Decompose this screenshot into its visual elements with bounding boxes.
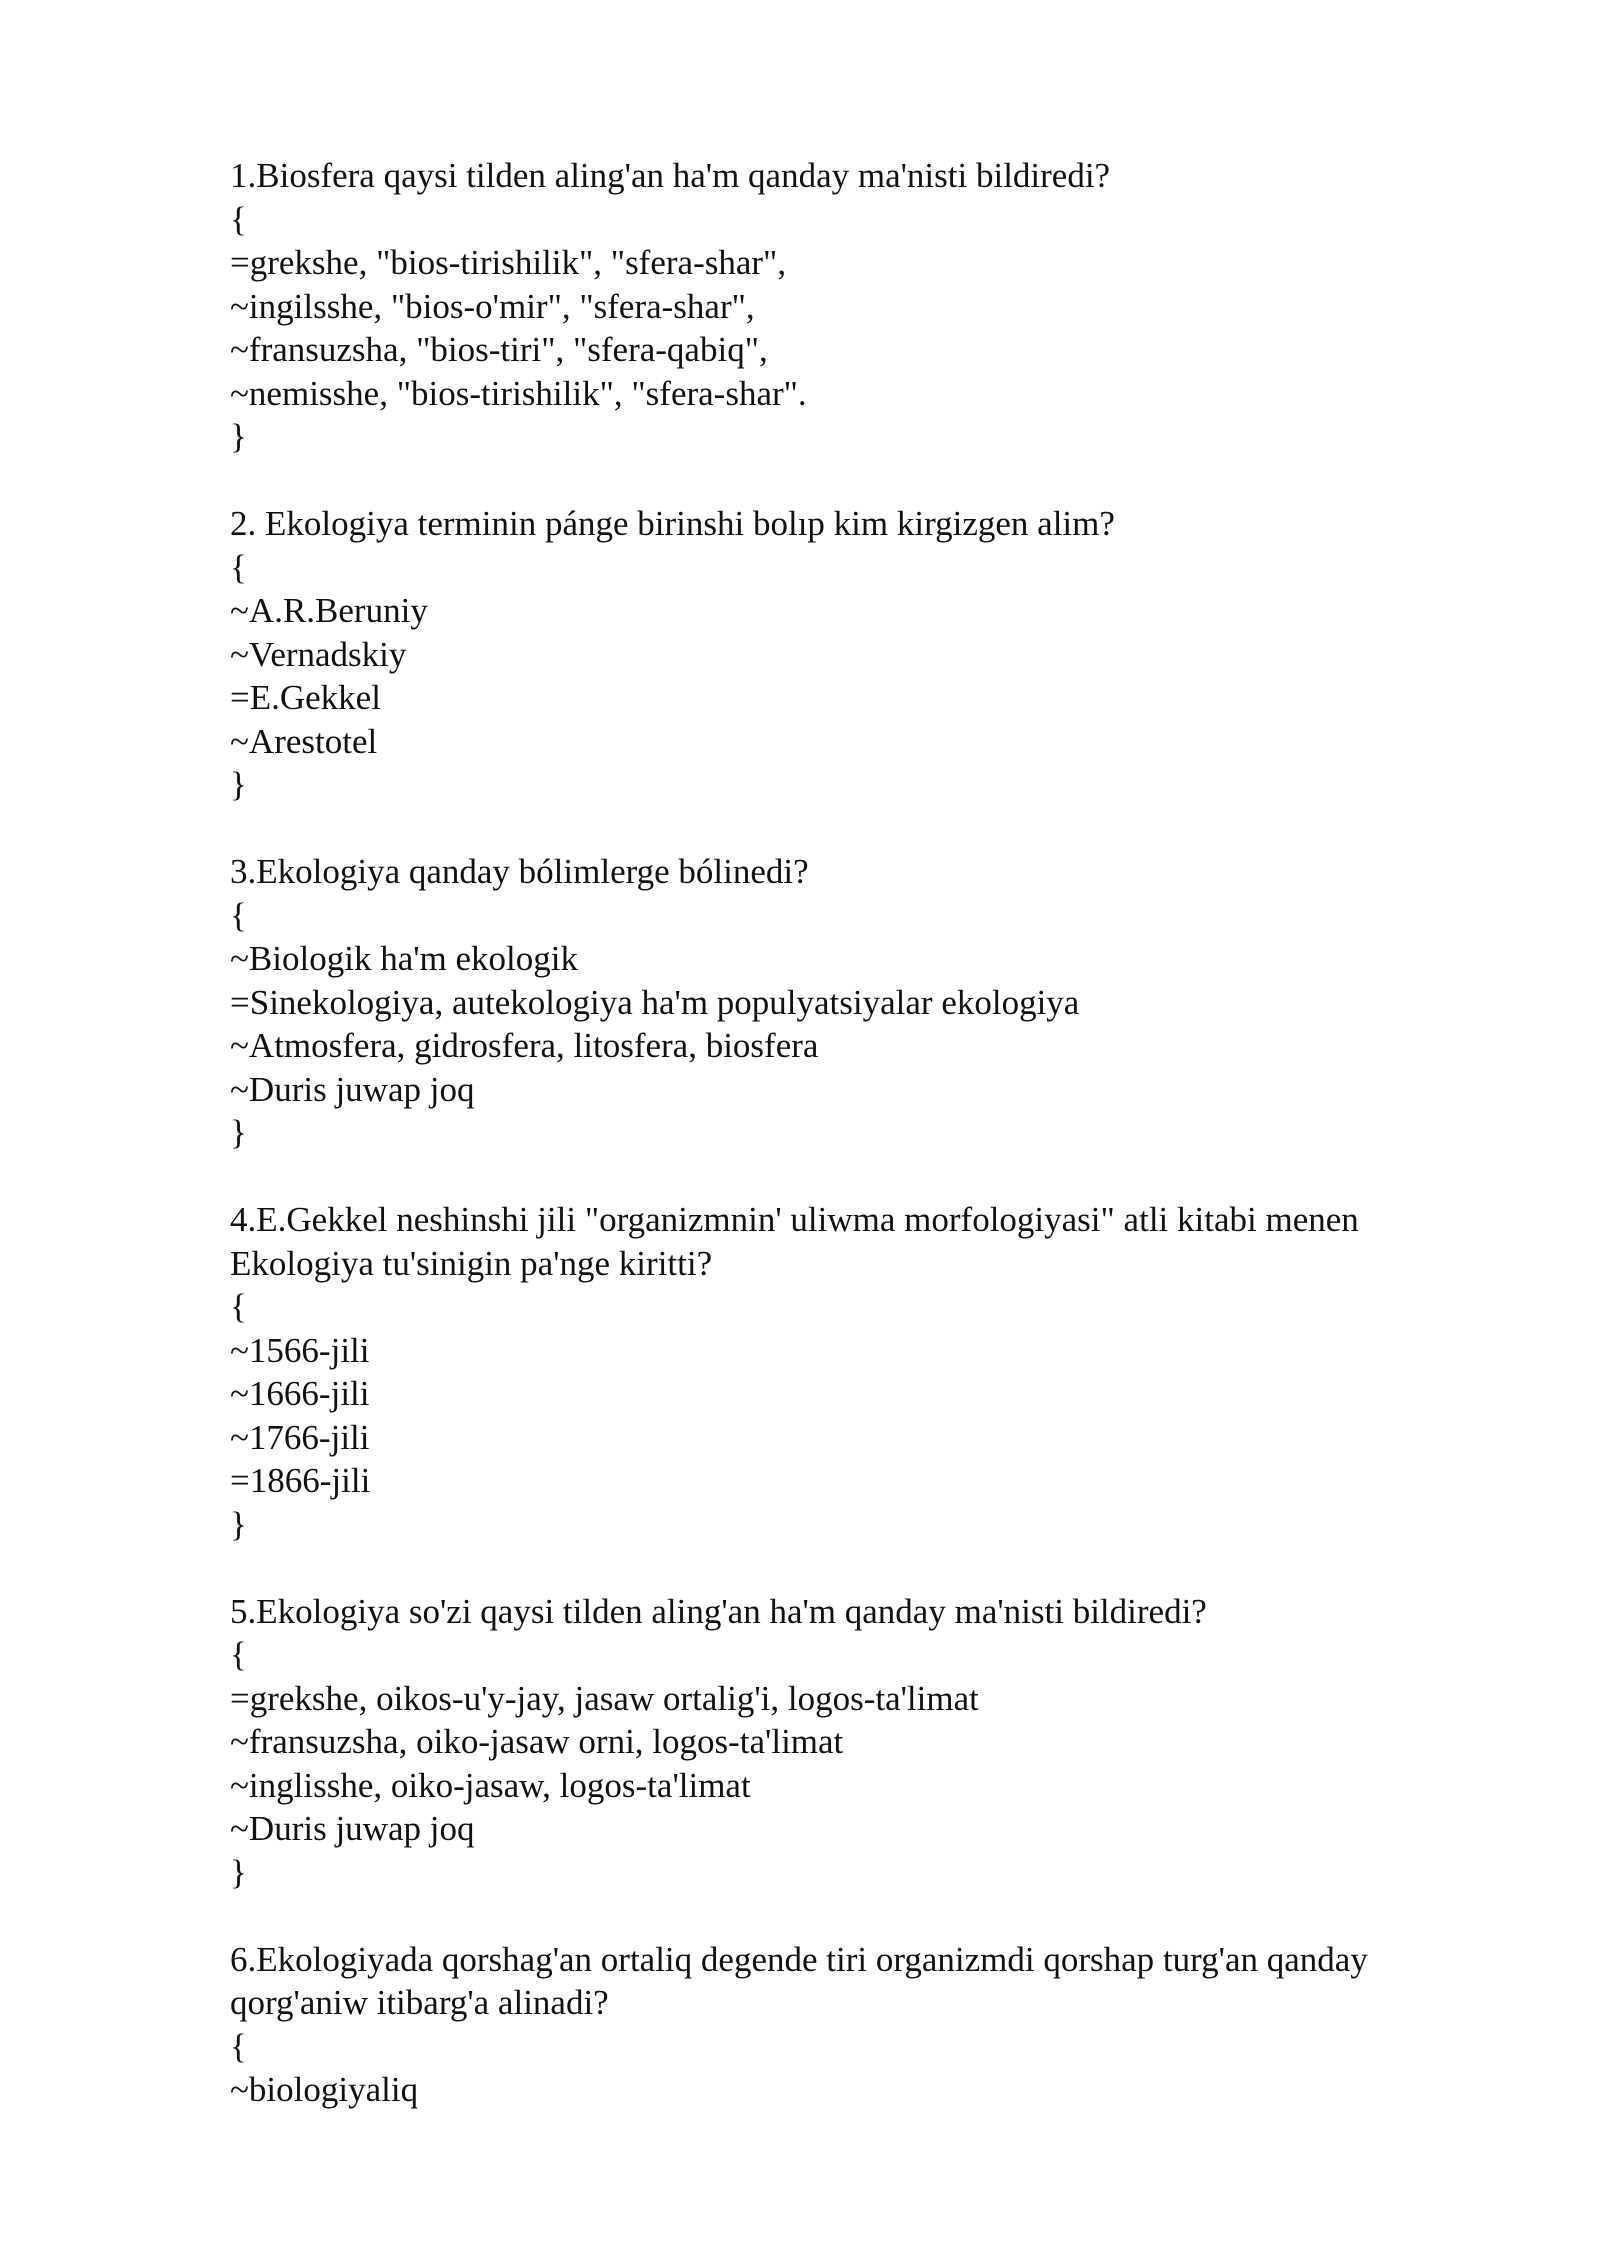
close-brace: }	[230, 1504, 247, 1544]
answer-option: ~biologiyaliq	[230, 2070, 419, 2109]
answer-option: ~fransuzsha, "bios-tiri", "sfera-qabiq",	[230, 330, 768, 369]
answer-option: =E.Gekkel	[230, 678, 381, 717]
close-brace: }	[230, 1852, 247, 1892]
answer-option: =grekshe, "bios-tirishilik", "sfera-shar",	[230, 243, 787, 282]
answer-option: ~fransuzsha, oiko-jasaw orni, logos-ta'limat	[230, 1722, 844, 1761]
close-brace: }	[230, 765, 247, 804]
open-brace: {	[230, 547, 247, 587]
close-brace: }	[230, 417, 247, 456]
quiz-content	[230, 154, 1470, 2155]
question-text-continued: Ekologiya tu'sinigin pa'nge kiritti?	[230, 1243, 713, 1283]
answer-option: ~Arestotel	[230, 721, 378, 761]
answer-option: ~Biologik ha'm ekologik	[230, 939, 579, 978]
question-block-3	[230, 850, 1470, 1155]
answer-option: =Sinekologiya, autekologiya ha'm populyatsiyalar ekologiya	[230, 982, 1080, 1022]
answer-option: =1866-jili	[230, 1461, 371, 1500]
answer-option: ~inglisshe, oiko-jasaw, logos-ta'limat	[230, 1765, 751, 1805]
open-brace: {	[230, 895, 247, 935]
question-block-5	[230, 1590, 1470, 1895]
answer-option: =grekshe, oikos-u'y-jay, jasaw ortalig'i, logos-ta'limat	[230, 1678, 979, 1718]
open-brace: {	[230, 1635, 247, 1674]
question-text: 5.Ekologiya so'zi qaysi tilden aling'an ha'm qanday ma'nisti bildiredi?	[230, 1591, 1207, 1631]
answer-option: ~1566-jili	[230, 1330, 370, 1370]
answer-option: ~Duris juwap joq	[230, 1069, 475, 1109]
open-brace: {	[230, 2026, 247, 2066]
question-block-4	[230, 1198, 1470, 1546]
answer-option: ~1666-jili	[230, 1374, 370, 1413]
question-text: 4.E.Gekkel neshinshi jili "organizmnin' uliwma morfologiyasi" atli kitabi menen	[230, 1200, 1359, 1239]
answer-option: ~Duris juwap joq	[230, 1809, 475, 1848]
open-brace: {	[230, 199, 247, 239]
close-brace: }	[230, 1113, 247, 1152]
question-text-continued: qorg'aniw itibarg'a alinadi?	[230, 1983, 609, 2022]
question-block-6	[230, 1938, 1470, 2112]
answer-option: ~1766-jili	[230, 1417, 370, 1457]
answer-option: ~A.R.Beruniy	[230, 591, 428, 630]
question-text: 3.Ekologiya qanday bólimlerge bólinedi?	[230, 852, 809, 891]
answer-option: ~ingilsshe, "bios-o'mir", "sfera-shar",	[230, 286, 755, 326]
answer-option: ~Vernadskiy	[230, 634, 407, 674]
question-block-1	[230, 154, 1470, 459]
question-block-2	[230, 502, 1470, 807]
answer-option: ~Atmosfera, gidrosfera, litosfera, biosfera	[230, 1026, 819, 1065]
answer-option: ~nemisshe, "bios-tirishilik", "sfera-shar".	[230, 373, 807, 413]
open-brace: {	[230, 1287, 247, 1326]
question-text: 2. Ekologiya terminin pánge birinshi bolıp kim kirgizgen alim?	[230, 504, 1115, 543]
question-text: 6.Ekologiyada qorshag'an ortaliq degende tiri organizmdi qorshap turg'an qanday	[230, 1939, 1368, 1979]
question-text: 1.Biosfera qaysi tilden aling'an ha'm qanday ma'nisti bildiredi?	[230, 156, 1111, 195]
